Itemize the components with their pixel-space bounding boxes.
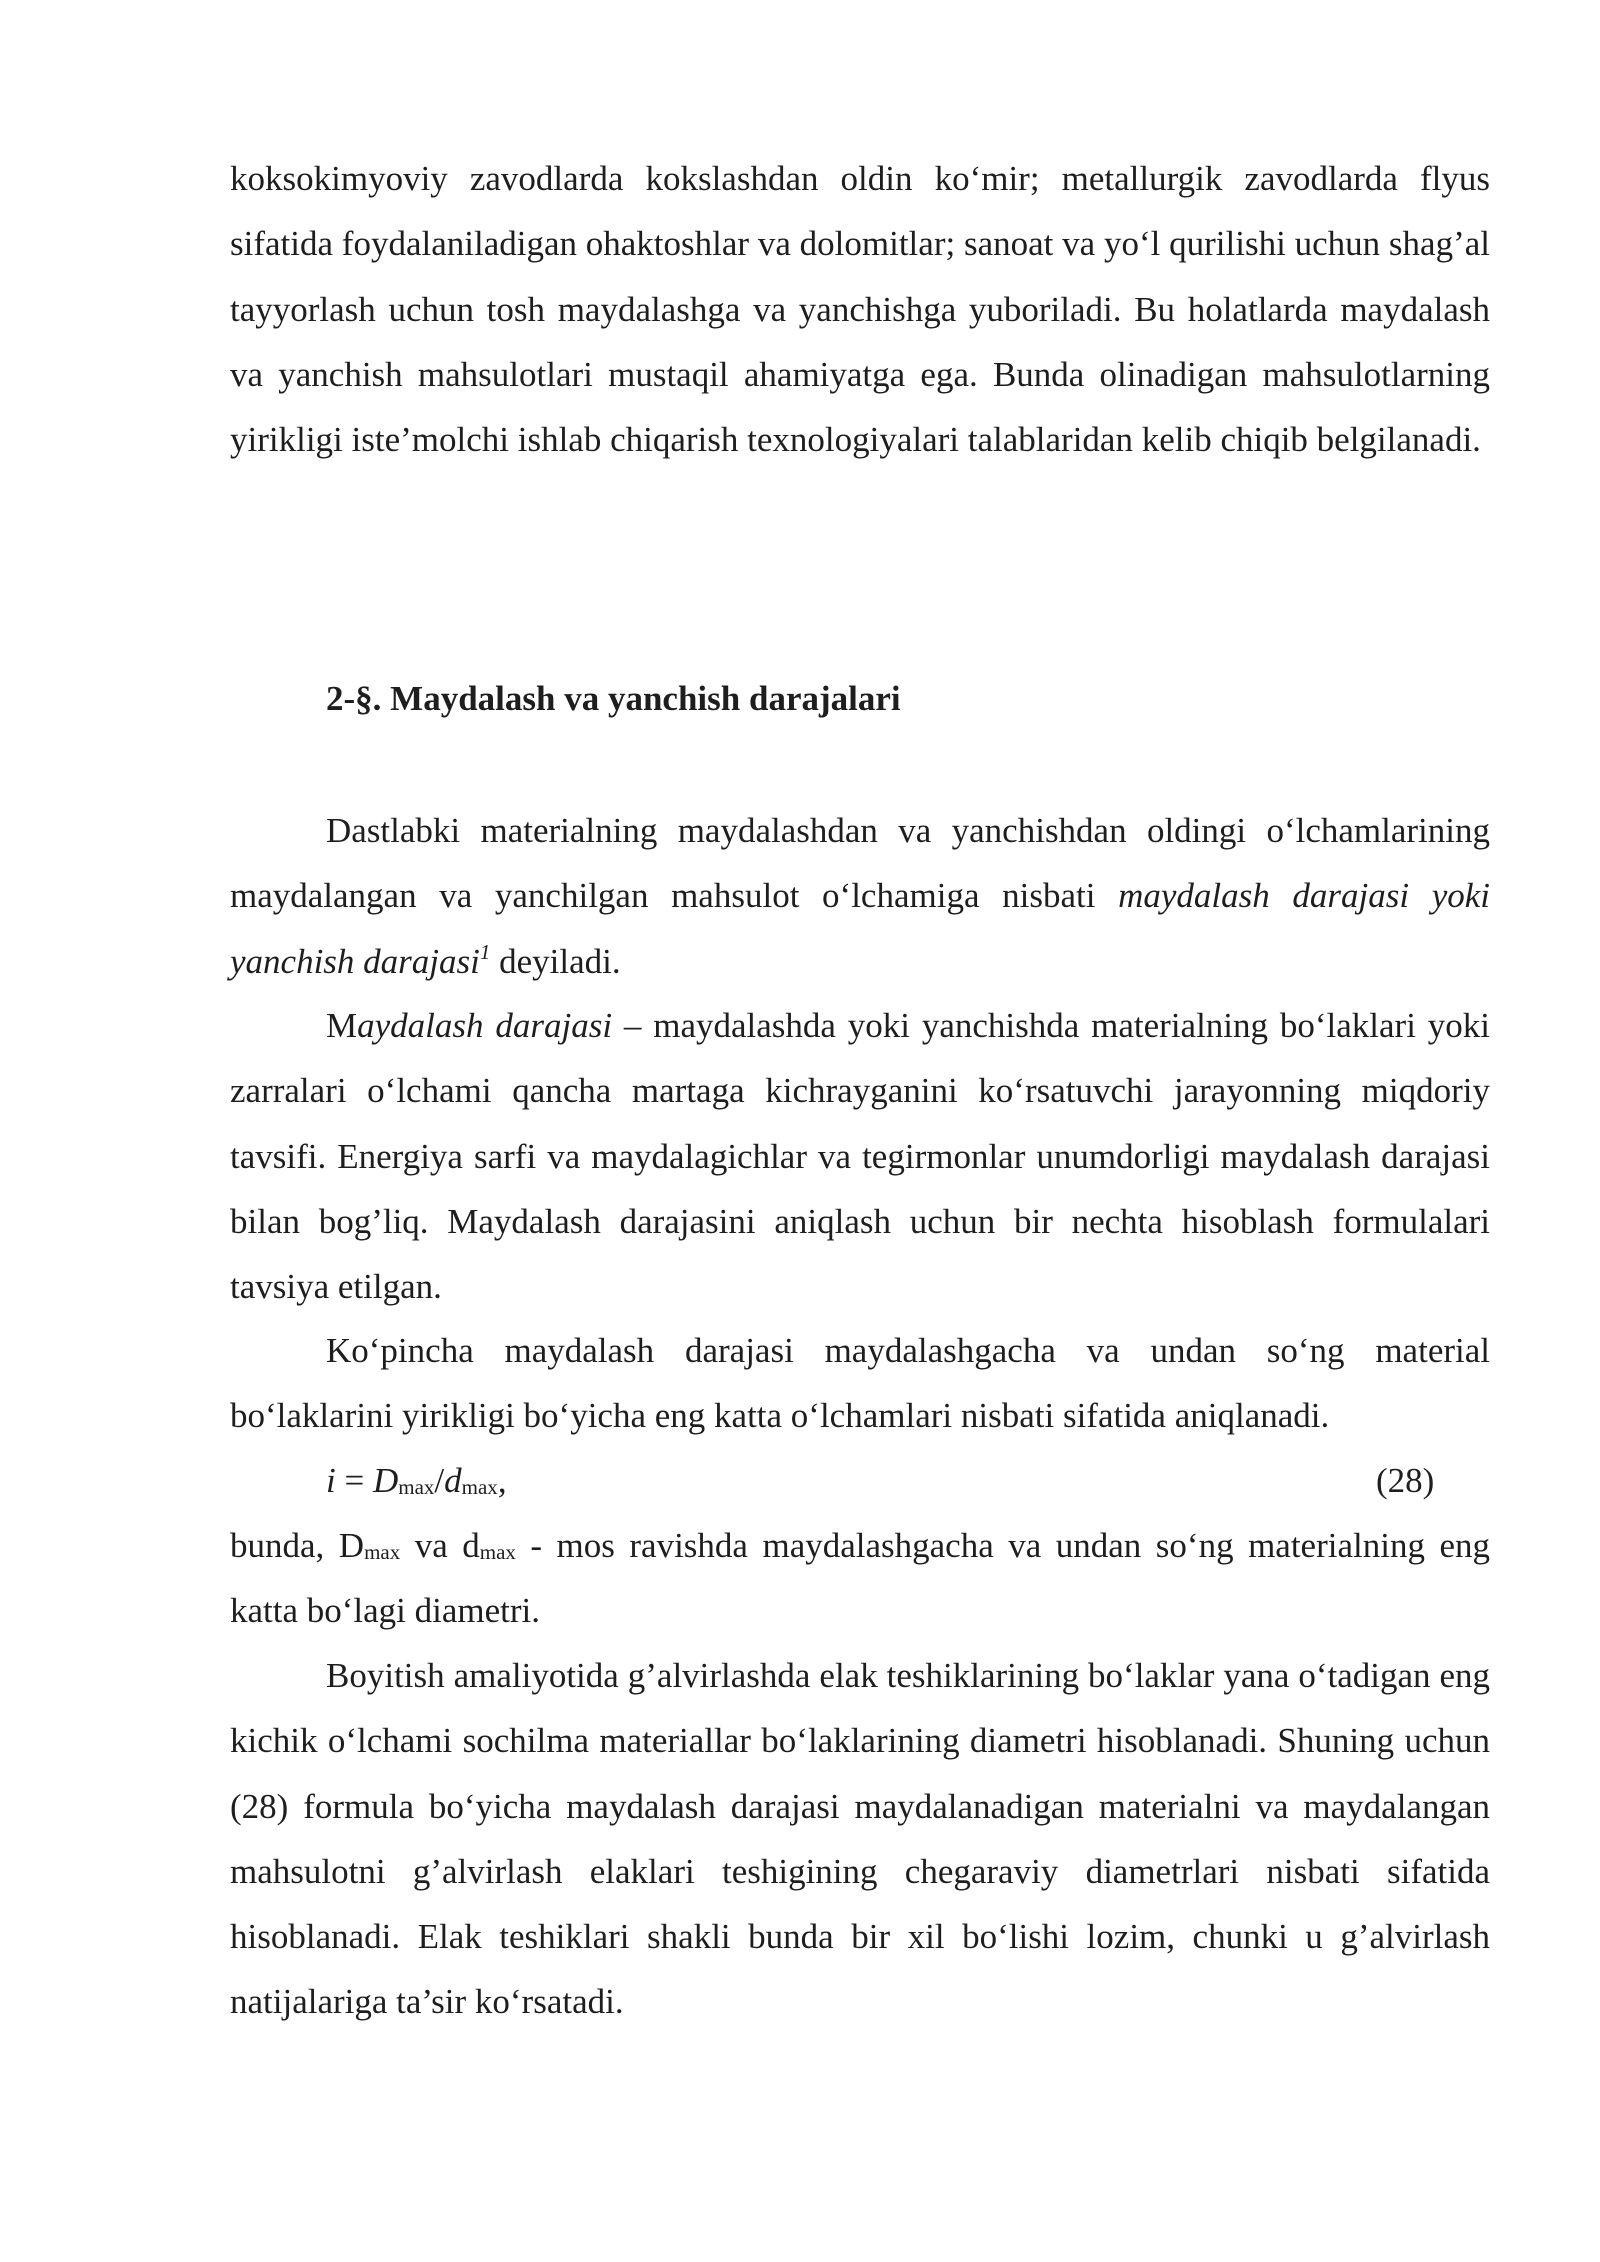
formula-slash: /	[434, 1461, 445, 1500]
where-text-b: va d	[400, 1526, 480, 1565]
section-heading: 2-§. Maydalash va yanchish darajalari	[326, 679, 901, 718]
definition-term: maydalash darajasi yoki yanchish darajasi	[230, 876, 1491, 981]
formula-comma: ,	[497, 1461, 507, 1500]
equation-number: (28)	[1376, 1461, 1435, 1500]
formula-sub-1: max	[398, 1475, 435, 1499]
where-sub-1: max	[364, 1540, 401, 1564]
formula-equals: =	[335, 1461, 373, 1500]
term-crushing-degree: aydalash darajasi	[357, 1006, 613, 1045]
term-lead-letter: M	[326, 1006, 358, 1045]
paragraph-where	[230, 1513, 1490, 1644]
paragraph-intro: koksokimyoviy zavodlarda kokslashdan oldin ko‘mir; metallurgik zavodlarda flyus sifatida foydalaniladigan ohaktoshlar va dolomitlar; sanoat va yo‘l qurilishi uchun shag’al tayyorlash uchun tosh maydalashga va yanchishga yuboriladi. Bu holatlarda maydalash va yanchish mahsulotlari mustaqil ahamiyatga ega. Bunda olinadigan mahsulotlarning yirikligi iste’molchi ishlab chiqarish texnologiyalari talablaridan kelib chiqib belgilanadi.	[230, 159, 1490, 460]
formula-sub-2: max	[461, 1475, 498, 1499]
paragraph-crushing-degree	[230, 993, 1490, 1319]
formula-D: D	[372, 1461, 399, 1500]
paragraph-ratio: Ko‘pincha maydalash darajasi maydalashgacha va undan so‘ng material bo‘laklarini yirikligi bo‘yicha eng katta o‘lchamlari nisbati sifatida aniqlanadi.	[230, 1331, 1490, 1436]
where-text-a: bunda, D	[230, 1526, 365, 1565]
formula-d: d	[444, 1461, 462, 1500]
definition-tail: deyiladi.	[490, 941, 621, 981]
paragraph-sieving: Boyitish amaliyotida g’alvirlashda elak teshiklarining bo‘laklar yana o‘tadigan eng kichik o‘lchami sochilma materiallar bo‘laklarining diametri hisoblanadi. Shuning uchun (28) formula bo‘yicha maydalash darajasi maydalanadigan materialni va maydalangan mahsulotni g’alvirlash elaklari teshigining chegaraviy diametrlari nisbati sifatida hisoblanadi. Elak teshiklari shakli bunda bir xil bo‘lishi lozim, chunki u g’alvirlash natijalariga ta’sir ko‘rsatadi.	[230, 1656, 1490, 2022]
formula-lhs: i	[326, 1461, 336, 1500]
crushing-degree-text: – maydalashda yoki yanchishda materialning bo‘laklari yoki zarralari o‘lchami qancha martaga kichrayganini ko‘rsatuvchi jarayonning miqdoriy tavsifi. Energiya sarfi va maydalagichlar va tegirmonlar unumdorligi maydalash darajasi bilan bog’liq. Maydalash darajasini aniqlash uchun bir nechta hisoblash formulalari tavsiya etilgan.	[230, 1006, 1490, 1307]
footnote-marker: 1	[479, 939, 491, 964]
formula-28	[326, 1448, 507, 1513]
definition-text: Dastlabki materialning maydalashdan va yanchishdan oldingi o‘lchamlarining maydalangan va yanchilgan mahsulot o‘lchamiga nisbati	[230, 811, 1490, 916]
paragraph-definition	[230, 798, 1490, 994]
where-sub-2: max	[479, 1540, 516, 1564]
where-text-c: - mos ravishda maydalashgacha va undan so‘ng materialning eng katta bo‘lagi diametri.	[230, 1526, 1490, 1631]
